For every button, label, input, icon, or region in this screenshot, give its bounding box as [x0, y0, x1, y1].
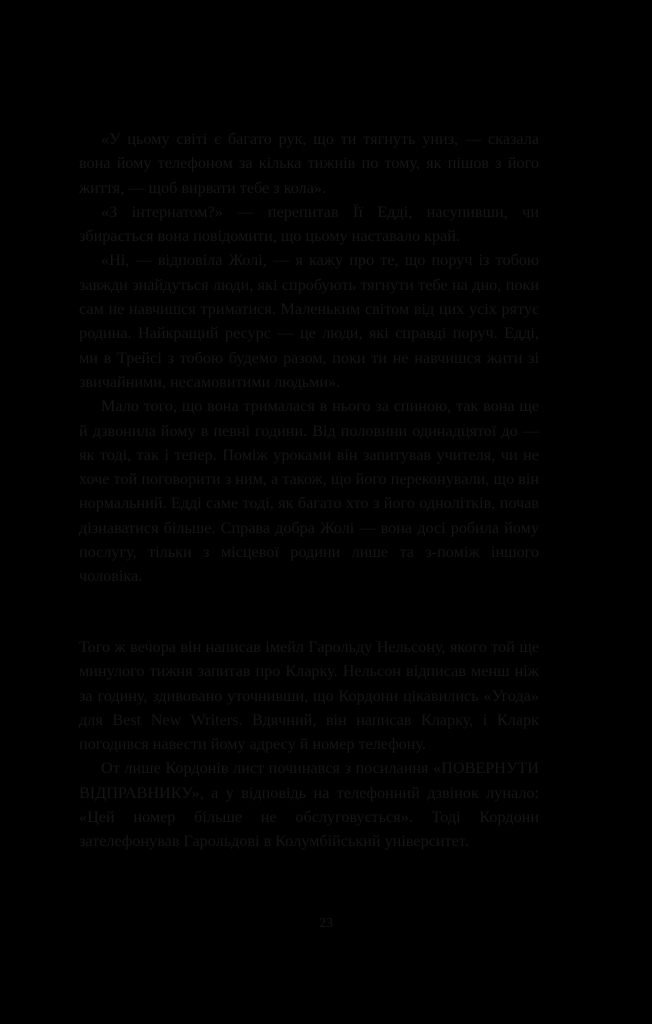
page-number: 23 — [319, 916, 333, 931]
paragraph: «Ні, — відповіла Жолі, — я кажу про те, що поруч із тобою завжди знайдуться люди, які спробують тягнути тебе на дно, поки сам не навчишся триматися. Маленьким світом від цих усіх рятує родина. Найкращий ресурс — це люди, які справді поруч. Едді, ми в Трейсі з тобою будемо разом, поки ти не навчишся жити зі звичайними, несамовитими людьми». — [79, 251, 539, 391]
text-section-2 — [79, 635, 539, 854]
paragraph: Того ж вечора він написав імейл Гарольду Нельсону, якого той ще минулого тижня запитав про Кларку. Нельсон відписав менш ніж за годину, здивовано уточнивши, що Кордони цікавились «Угода» для Best New Writers. Вдячний, він написав Кларку, і Кларк погодився навести йому адресу й номер телефону. — [79, 638, 539, 754]
paragraph: Мало того, що вона трималася в нього за спиною, так вона ще й дзвонила йому в певні години. Від половини одинадцятої до — як тоді, так і тепер. Поміж уроками він запитував учителя, чи не хоче той поговорити з ним, а також, що його переконували, що він нормальний. Едді саме тоді, як багато хто з його однолітків, почав дізнаватися більше. Справа добра Жолі — вона досі робила йому послугу, тільки з місцевої родини лише та з-поміж іншого чоловіка. — [79, 397, 539, 586]
paragraph: «У цьому світі є багато рук, що ти тягнуть униз, — сказала вона йому телефоном за кілька тижнів по тому, як пішов з його життя, — щоб вирвати тебе з кола». — [79, 130, 539, 197]
paragraph: «З інтернатом?» — перепитав Її Едді, насупивши, чи збирається вона повідомити, що цьому наставало край. — [79, 202, 539, 246]
text-section-1 — [79, 127, 539, 589]
paragraph: От лише Кордонів лист починався з посилання «ПОВЕРНУТИ ВІДПРАВНИКУ», а у відповідь на телефонний дзвінок лунало: «Цей номер більше не обслуговується». Тоді Кордони зателефонував Гарольдові в Колумбійський університет. — [79, 759, 539, 851]
